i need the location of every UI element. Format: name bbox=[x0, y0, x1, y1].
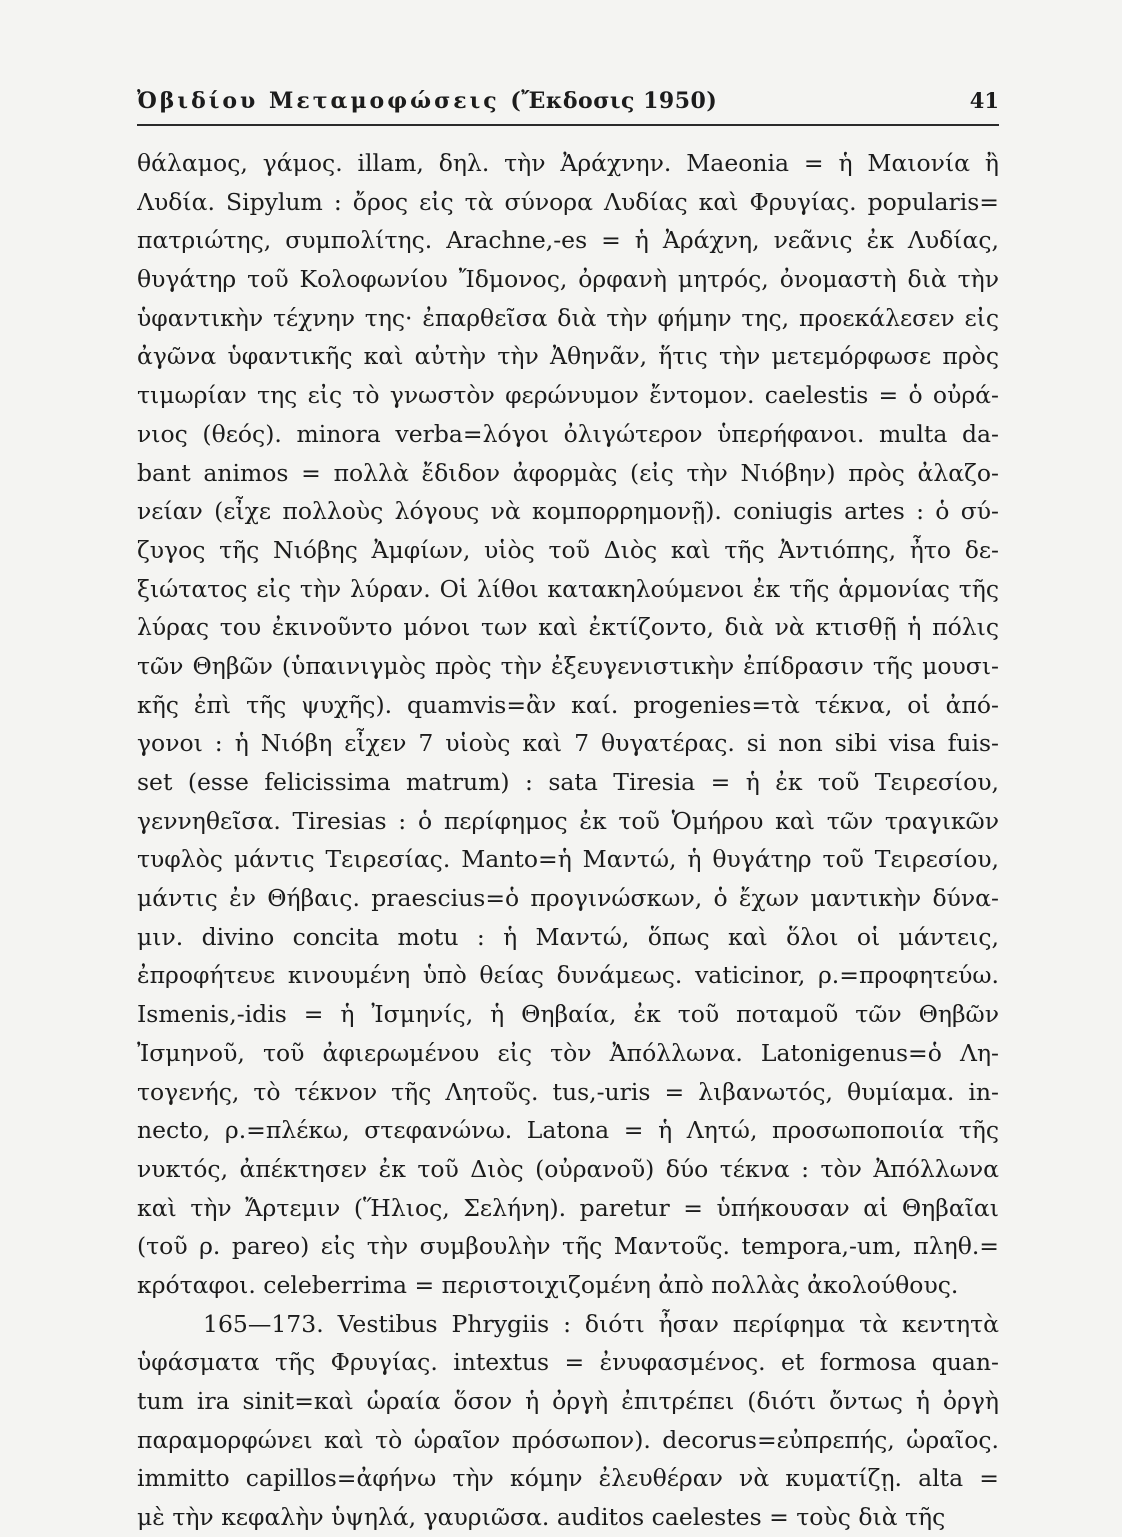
text-line: Ismenis,-idis = ἡ Ἰσμηνίς, ἡ Θηβαία, ἐκ τοῦ ποταμοῦ τῶν Θηβῶν bbox=[137, 1000, 999, 1029]
page-number: 41 bbox=[969, 88, 999, 113]
text-line: μιν. divino concita motu : ἡ Μαντώ, ὅπως καὶ ὅλοι οἱ μάντεις, bbox=[137, 922, 999, 951]
text-line: τῶν Θηβῶν (ὑπαινιγμὸς πρὸς τὴν ἐξευγενιστικὴν ἐπίδρασιν τῆς μουσι- bbox=[137, 651, 999, 680]
text-line: ὑφάσματα τῆς Φρυγίας. intextus = ἐνυφασμένος. et formosa quan- bbox=[137, 1348, 999, 1377]
text-line: καὶ τὴν Ἄρτεμιν (Ἥλιος, Σελήνη). paretur = ὑπήκουσαν αἱ Θηβαῖαι bbox=[137, 1193, 999, 1222]
text-line: immitto capillos=ἀφήνω τὴν κόμην ἐλευθέραν νὰ κυματίζῃ. alta = bbox=[137, 1464, 999, 1493]
text-line: πατριώτης, συμπολίτης. Arachne,-es = ἡ Ἀράχνη, νεᾶνις ἐκ Λυδίας, bbox=[137, 226, 999, 255]
text-line: τυφλὸς μάντις Τειρεσίας. Manto=ἡ Μαντώ, ἡ θυγάτηρ τοῦ Τειρεσίου, bbox=[137, 845, 999, 874]
text-line: ἐπροφήτευε κινουμένη ὑπὸ θείας δυνάμεως. vaticinor, ρ.=προφητεύω. bbox=[137, 961, 999, 990]
text-line: γονοι : ἡ Νιόβη εἶχεν 7 υἱοὺς καὶ 7 θυγατέρας. si non sibi visa fuis- bbox=[137, 729, 999, 758]
text-line: τιμωρίαν της εἰς τὸ γνωστὸν φερώνυμον ἔντομον. caelestis = ὁ οὐρά- bbox=[137, 381, 999, 410]
text-line: bant animos = πολλὰ ἔδιδον ἀφορμὰς (εἰς τὴν Νιόβην) πρὸς ἀλαζο- bbox=[137, 458, 999, 487]
text-line: νείαν (εἶχε πολλοὺς λόγους νὰ κομπορρημονῇ). coniugis artes : ὁ σύ- bbox=[137, 497, 999, 526]
text-line: θυγάτηρ τοῦ Κολοφωνίου Ἴδμονος, ὀρφανὴ μητρός, ὀνομαστὴ διὰ τὴν bbox=[137, 265, 999, 294]
text-line: λύρας του ἐκινοῦντο μόνοι των καὶ ἐκτίζοντο, διὰ νὰ κτισθῇ ἡ πόλις bbox=[137, 613, 999, 642]
text-line: Ἰσμηνοῦ, τοῦ ἀφιερωμένου εἰς τὸν Ἀπόλλωνα. Latonigenus=ὁ Λη- bbox=[137, 1038, 999, 1067]
text-line: 165—173. Vestibus Phrygiis : διότι ἦσαν περίφημα τὰ κεντητὰ bbox=[203, 1309, 999, 1338]
text-line: θάλαμος, γάμος. illam, δηλ. τὴν Ἀράχνην. Maeonia = ἡ Μαιονία ἢ bbox=[137, 149, 999, 177]
edition-note: (Ἔκδοσις 1950) bbox=[510, 88, 718, 114]
commentary-text bbox=[137, 144, 999, 1537]
text-line: ὑφαντικὴν τέχνην της· ἐπαρθεῖσα διὰ τὴν φήμην της, προεκάλεσεν εἰς bbox=[137, 303, 999, 332]
running-header bbox=[137, 88, 999, 122]
text-line: (τοῦ ρ. pareo) εἰς τὴν συμβουλὴν τῆς Μαντοῦς. tempora,-um, πληθ.= bbox=[137, 1232, 999, 1261]
text-line: μάντις ἐν Θήβαις. praescius=ὁ προγινώσκων, ὁ ἔχων μαντικὴν δύνα- bbox=[137, 884, 999, 913]
running-title bbox=[137, 88, 717, 114]
text-line: κρόταφοι. celeberrima = περιστοιχιζομένη ἀπὸ πολλὰς ἀκολούθους. bbox=[137, 1270, 959, 1299]
header-rule bbox=[137, 124, 999, 126]
text-line: tum ira sinit=καὶ ὡραία ὅσον ἡ ὀργὴ ἐπιτρέπει (διότι ὄντως ἡ ὀργὴ bbox=[137, 1387, 999, 1415]
text-line: νιος (θεός). minora verba=λόγοι ὀλιγώτερον ὑπερήφανοι. multa da- bbox=[137, 419, 999, 448]
text-line: ἀγῶνα ὑφαντικῆς καὶ αὐτὴν τὴν Ἀθηνᾶν, ἥτις τὴν μετεμόρφωσε πρὸς bbox=[137, 342, 999, 371]
book-title: Ὀβιδίου Μεταμοφώσεις bbox=[137, 88, 500, 114]
text-line: set (esse felicissima matrum) : sata Tiresia = ἡ ἐκ τοῦ Τειρεσίου, bbox=[137, 768, 999, 796]
text-line: ζυγος τῆς Νιόβης Ἀμφίων, υἱὸς τοῦ Διὸς καὶ τῆς Ἀντιόπης, ἦτο δε- bbox=[137, 535, 999, 564]
text-line: κῆς ἐπὶ τῆς ψυχῆς). quamvis=ἂν καί. progenies=τὰ τέκνα, οἱ ἀπό- bbox=[137, 690, 999, 719]
text-line: παραμορφώνει καὶ τὸ ὡραῖον πρόσωπον). decorus=εὐπρεπής, ὡραῖος. bbox=[137, 1425, 999, 1454]
text-line: νυκτός, ἀπέκτησεν ἐκ τοῦ Διὸς (οὐρανοῦ) δύο τέκνα : τὸν Ἀπόλλωνα bbox=[137, 1154, 999, 1183]
text-line: Λυδία. Sipylum : ὄρος εἰς τὰ σύνορα Λυδίας καὶ Φρυγίας. popularis= bbox=[137, 187, 999, 216]
text-line: μὲ τὴν κεφαλὴν ὑψηλά, γαυριῶσα. auditos caelestes = τοὺς διὰ τῆς bbox=[137, 1503, 946, 1532]
text-line: τογενής, τὸ τέκνον τῆς Λητοῦς. tus,-uris = λιβανωτός, θυμίαμα. in- bbox=[137, 1077, 999, 1106]
text-line: γεννηθεῖσα. Tiresias : ὁ περίφημος ἐκ τοῦ Ὁμήρου καὶ τῶν τραγικῶν bbox=[137, 806, 999, 835]
text-line: necto, ρ.=πλέκω, στεφανώνω. Latona = ἡ Λητώ, προσωποποιία τῆς bbox=[137, 1116, 999, 1145]
text-line: ξιώτατος εἰς τὴν λύραν. Οἱ λίθοι κατακηλούμενοι ἐκ τῆς ἁρμονίας τῆς bbox=[137, 574, 999, 603]
